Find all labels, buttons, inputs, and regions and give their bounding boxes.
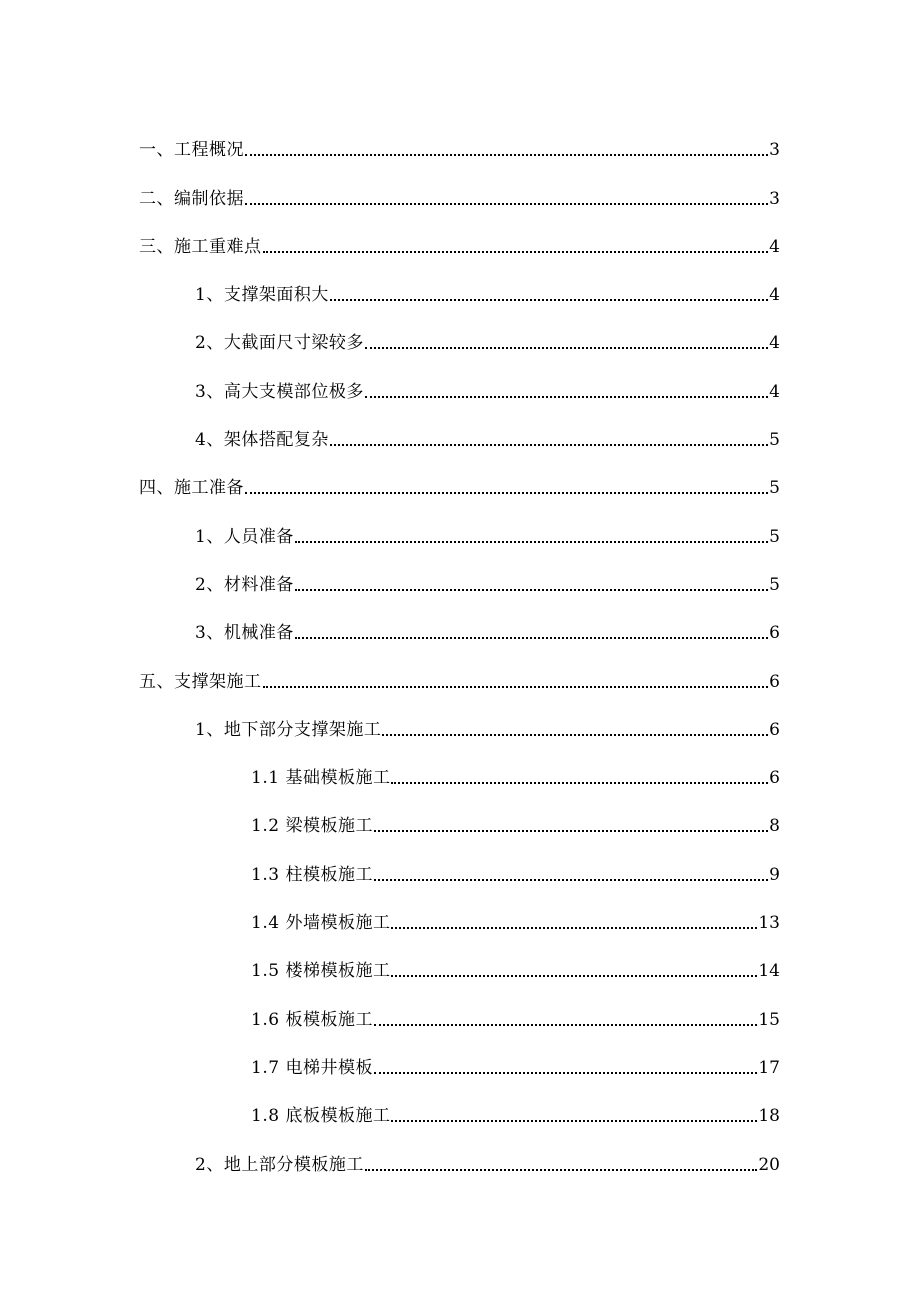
toc-entry[interactable] xyxy=(0,1128,920,1176)
toc-entry[interactable] xyxy=(0,355,920,403)
toc-page-number: 4 xyxy=(769,333,780,354)
toc-entry[interactable] xyxy=(0,404,920,452)
toc-leader xyxy=(374,814,768,838)
toc-entry-label: 二、编制依据 xyxy=(139,188,244,209)
toc-entry-label: 3、机械准备 xyxy=(195,623,294,644)
toc-entry-label: 1、地下部分支撑架施工 xyxy=(195,719,382,740)
toc-leader xyxy=(245,476,768,500)
toc-leader xyxy=(295,621,768,645)
toc-entry-label: 1、人员准备 xyxy=(195,526,294,547)
toc-entry-label: 1.1 基础模板施工 xyxy=(251,768,391,789)
toc-entry-label: 1.6 板模板施工 xyxy=(251,1009,373,1030)
toc-entry-label: 1.3 柱模板施工 xyxy=(251,864,373,885)
toc-entry[interactable] xyxy=(0,838,920,886)
toc-leader xyxy=(263,235,769,259)
toc-leader xyxy=(374,863,768,887)
toc-page-number: 3 xyxy=(769,188,780,209)
toc-leader xyxy=(391,1104,757,1128)
toc-entry[interactable] xyxy=(0,935,920,983)
toc-entry-label: 1.2 梁模板施工 xyxy=(251,816,373,837)
toc-entry-label: 一、工程概况 xyxy=(139,140,244,161)
toc-entry-label: 2、材料准备 xyxy=(195,574,294,595)
toc-page-number: 13 xyxy=(758,913,780,934)
toc-leader xyxy=(245,138,768,162)
toc-entry-label: 1.5 楼梯模板施工 xyxy=(251,961,391,982)
toc-entry[interactable] xyxy=(0,983,920,1031)
toc-entry[interactable] xyxy=(0,887,920,935)
toc-entry[interactable] xyxy=(0,1032,920,1080)
toc-entry-label: 1.8 底板模板施工 xyxy=(251,1106,391,1127)
toc-entry[interactable] xyxy=(0,259,920,307)
toc-leader xyxy=(374,1056,757,1080)
toc-entry-label: 1.7 电梯井模板 xyxy=(251,1057,373,1078)
toc-page-number: 9 xyxy=(769,864,780,885)
toc-page-number: 5 xyxy=(769,526,780,547)
toc-entry[interactable] xyxy=(0,790,920,838)
toc-page-number: 15 xyxy=(758,1009,780,1030)
toc-entry-label: 4、架体搭配复杂 xyxy=(195,430,329,451)
toc-leader xyxy=(391,766,768,790)
toc-entry[interactable] xyxy=(0,1080,920,1128)
toc-entry[interactable] xyxy=(0,162,920,210)
toc-entry-label: 3、高大支模部位极多 xyxy=(195,381,364,402)
toc-leader xyxy=(391,911,757,935)
toc-entry[interactable] xyxy=(0,742,920,790)
toc-page-number: 6 xyxy=(769,719,780,740)
toc-entry-label: 2、大截面尺寸梁较多 xyxy=(195,333,364,354)
toc-page-number: 5 xyxy=(769,574,780,595)
toc-entry[interactable] xyxy=(0,307,920,355)
toc-page-number: 5 xyxy=(769,430,780,451)
toc-page-number: 20 xyxy=(758,1154,780,1175)
toc-leader xyxy=(330,428,768,452)
toc-page-number: 18 xyxy=(758,1106,780,1127)
table-of-contents xyxy=(0,114,920,1177)
toc-page-number: 6 xyxy=(769,623,780,644)
toc-entry-label: 1.4 外墙模板施工 xyxy=(251,913,391,934)
toc-leader xyxy=(391,959,757,983)
toc-entry-label: 三、施工重难点 xyxy=(139,236,262,257)
toc-page-number: 5 xyxy=(769,478,780,499)
toc-page-number: 4 xyxy=(769,285,780,306)
toc-leader xyxy=(295,573,768,597)
toc-leader xyxy=(365,331,768,355)
toc-page-number: 4 xyxy=(769,381,780,402)
toc-leader xyxy=(245,187,768,211)
toc-page-number: 6 xyxy=(769,768,780,789)
toc-leader xyxy=(374,1008,757,1032)
toc-leader xyxy=(263,670,769,694)
toc-entry-label: 五、支撑架施工 xyxy=(139,671,262,692)
toc-page-number: 14 xyxy=(758,961,780,982)
toc-leader xyxy=(382,718,768,742)
toc-page-number: 4 xyxy=(769,236,780,257)
toc-entry[interactable] xyxy=(0,549,920,597)
toc-entry[interactable] xyxy=(0,114,920,162)
toc-entry-label: 2、地上部分模板施工 xyxy=(195,1154,364,1175)
toc-leader xyxy=(295,525,768,549)
toc-page-number: 3 xyxy=(769,140,780,161)
toc-entry[interactable] xyxy=(0,211,920,259)
toc-page-number: 6 xyxy=(769,671,780,692)
toc-entry[interactable] xyxy=(0,500,920,548)
toc-entry[interactable] xyxy=(0,597,920,645)
toc-entry-label: 四、施工准备 xyxy=(139,478,244,499)
toc-leader xyxy=(365,380,768,404)
toc-page-number: 17 xyxy=(758,1057,780,1078)
toc-leader xyxy=(365,1153,758,1177)
toc-page-number: 8 xyxy=(769,816,780,837)
toc-entry[interactable] xyxy=(0,694,920,742)
toc-entry[interactable] xyxy=(0,452,920,500)
toc-leader xyxy=(330,283,768,307)
toc-entry-label: 1、支撑架面积大 xyxy=(195,285,329,306)
toc-entry[interactable] xyxy=(0,645,920,693)
